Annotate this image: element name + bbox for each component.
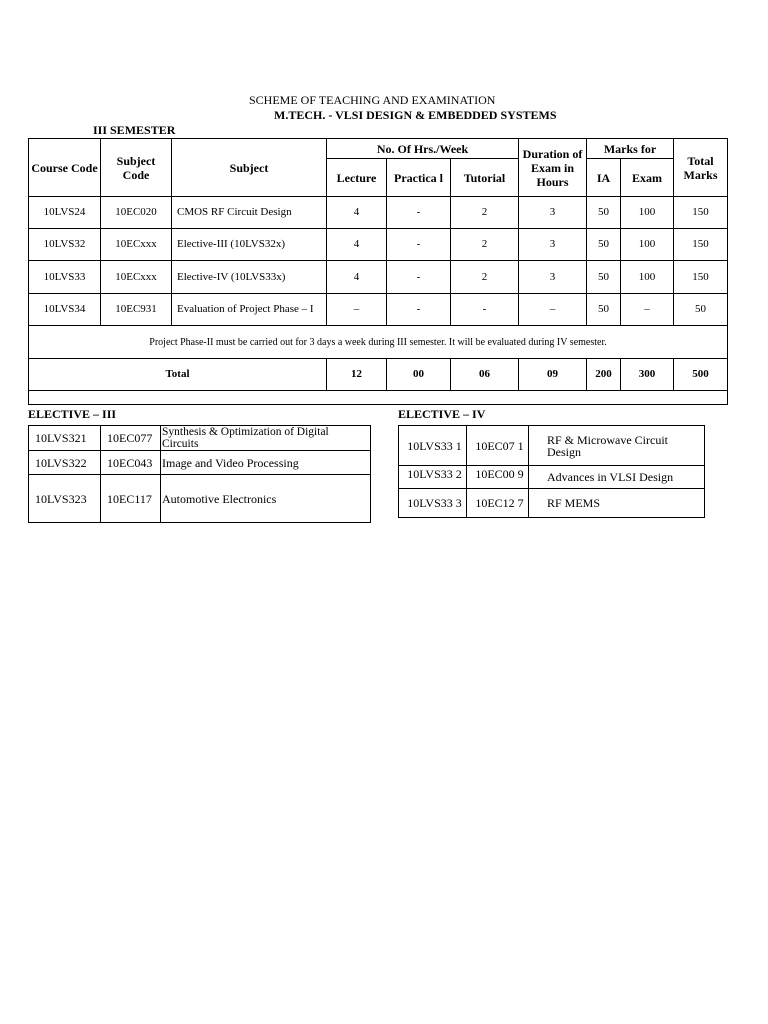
header-practical: Practica l: [387, 159, 451, 197]
ia-marks: 50: [587, 197, 621, 229]
total-marks: 150: [674, 229, 728, 261]
tutorial-hours: 2: [451, 261, 519, 294]
elective-iv-label: ELECTIVE – IV: [398, 407, 486, 421]
subject-name: Evaluation of Project Phase – I: [172, 294, 327, 326]
exam-duration: 3: [519, 229, 587, 261]
subject-code: 10EC043: [101, 451, 161, 475]
total-row: [29, 359, 728, 391]
exam-duration: 3: [519, 261, 587, 294]
subject-name: Elective-III (10LVS32x): [172, 229, 327, 261]
elective-iii-label: ELECTIVE – III: [28, 407, 117, 421]
subject-name: CMOS RF Circuit Design: [172, 197, 327, 229]
practical-hours: -: [387, 229, 451, 261]
course-code: 10LVS321: [29, 426, 101, 451]
practical-hours: -: [387, 261, 451, 294]
subject-name: RF MEMS: [529, 489, 705, 518]
subject-code: 10EC931: [101, 294, 172, 326]
table-row: [399, 466, 705, 489]
tutorial-hours: 2: [451, 229, 519, 261]
exam-duration: –: [519, 294, 587, 326]
subject-code: 10EC12 7: [467, 489, 529, 518]
subject-name: Image and Video Processing: [161, 451, 371, 475]
lecture-hours: 4: [327, 197, 387, 229]
lecture-hours: 4: [327, 229, 387, 261]
subject-code: 10EC00 9: [467, 466, 529, 489]
subject-name: Automotive Electronics: [161, 475, 371, 523]
course-code: 10LVS34: [29, 294, 101, 326]
subject-code: 10EC077: [101, 426, 161, 451]
table-row: [29, 451, 371, 475]
course-code: 10LVS32: [29, 229, 101, 261]
subject-name: Advances in VLSI Design: [529, 466, 705, 489]
subject-code: 10ECxxx: [101, 261, 172, 294]
course-code: 10LVS24: [29, 197, 101, 229]
subject-code: 10ECxxx: [101, 229, 172, 261]
total-exam: 300: [621, 359, 674, 391]
course-code: 10LVS323: [29, 475, 101, 523]
exam-marks: –: [621, 294, 674, 326]
subject-name: RF & Microwave Circuit Design: [529, 426, 705, 466]
program-title: M.TECH. - VLSI DESIGN & EMBEDDED SYSTEMS: [274, 108, 557, 122]
header-exam: Exam: [621, 159, 674, 197]
document-title: SCHEME OF TEACHING AND EXAMINATION: [249, 93, 496, 107]
exam-marks: 100: [621, 261, 674, 294]
header-ia: IA: [587, 159, 621, 197]
header-course-code: Course Code: [29, 139, 101, 197]
tutorial-hours: -: [451, 294, 519, 326]
table-row: [29, 294, 728, 326]
total-marks: 150: [674, 197, 728, 229]
tutorial-hours: 2: [451, 197, 519, 229]
course-code: 10LVS33 1: [399, 426, 467, 466]
subject-name: Elective-IV (10LVS33x): [172, 261, 327, 294]
header-marks-for: Marks for: [587, 139, 674, 159]
subject-name: Synthesis & Optimization of Digital Circuits: [161, 426, 371, 451]
subject-code: 10EC117: [101, 475, 161, 523]
total-ia: 200: [587, 359, 621, 391]
header-total-marks: Total Marks: [674, 139, 728, 197]
ia-marks: 50: [587, 294, 621, 326]
header-subject-code: Subject Code: [101, 139, 172, 197]
practical-hours: -: [387, 294, 451, 326]
elective-iii-table: [28, 425, 371, 523]
total-label: Total: [29, 359, 327, 391]
header-tutorial: Tutorial: [451, 159, 519, 197]
total-marks: 50: [674, 294, 728, 326]
practical-hours: -: [387, 197, 451, 229]
exam-duration: 3: [519, 197, 587, 229]
course-code: 10LVS33: [29, 261, 101, 294]
table-row: [29, 197, 728, 229]
total-marks-sum: 500: [674, 359, 728, 391]
course-code: 10LVS33 3: [399, 489, 467, 518]
course-code: 10LVS33 2: [399, 466, 467, 489]
header-duration: Duration of Exam in Hours: [519, 139, 587, 197]
total-tutorial: 06: [451, 359, 519, 391]
lecture-hours: –: [327, 294, 387, 326]
table-row: [399, 489, 705, 518]
total-duration: 09: [519, 359, 587, 391]
ia-marks: 50: [587, 229, 621, 261]
elective-iv-table: [398, 425, 705, 518]
exam-marks: 100: [621, 229, 674, 261]
table-row: [399, 426, 705, 466]
table-row: [29, 475, 371, 523]
table-row: [29, 229, 728, 261]
subject-code: 10EC07 1: [467, 426, 529, 466]
total-lecture: 12: [327, 359, 387, 391]
header-lecture: Lecture: [327, 159, 387, 197]
table-row: [29, 261, 728, 294]
header-hrs-week: No. Of Hrs./Week: [327, 139, 519, 159]
project-note: Project Phase-II must be carried out for 3 days a week during III semester. It will be evaluated during IV semester.: [29, 326, 728, 359]
total-marks: 150: [674, 261, 728, 294]
scheme-table: [28, 138, 728, 405]
semester-label: III SEMESTER: [93, 123, 176, 137]
table-row: [29, 426, 371, 451]
subject-code: 10EC020: [101, 197, 172, 229]
lecture-hours: 4: [327, 261, 387, 294]
ia-marks: 50: [587, 261, 621, 294]
course-code: 10LVS322: [29, 451, 101, 475]
spacer-row: [29, 391, 728, 405]
exam-marks: 100: [621, 197, 674, 229]
header-subject: Subject: [172, 139, 327, 197]
total-practical: 00: [387, 359, 451, 391]
